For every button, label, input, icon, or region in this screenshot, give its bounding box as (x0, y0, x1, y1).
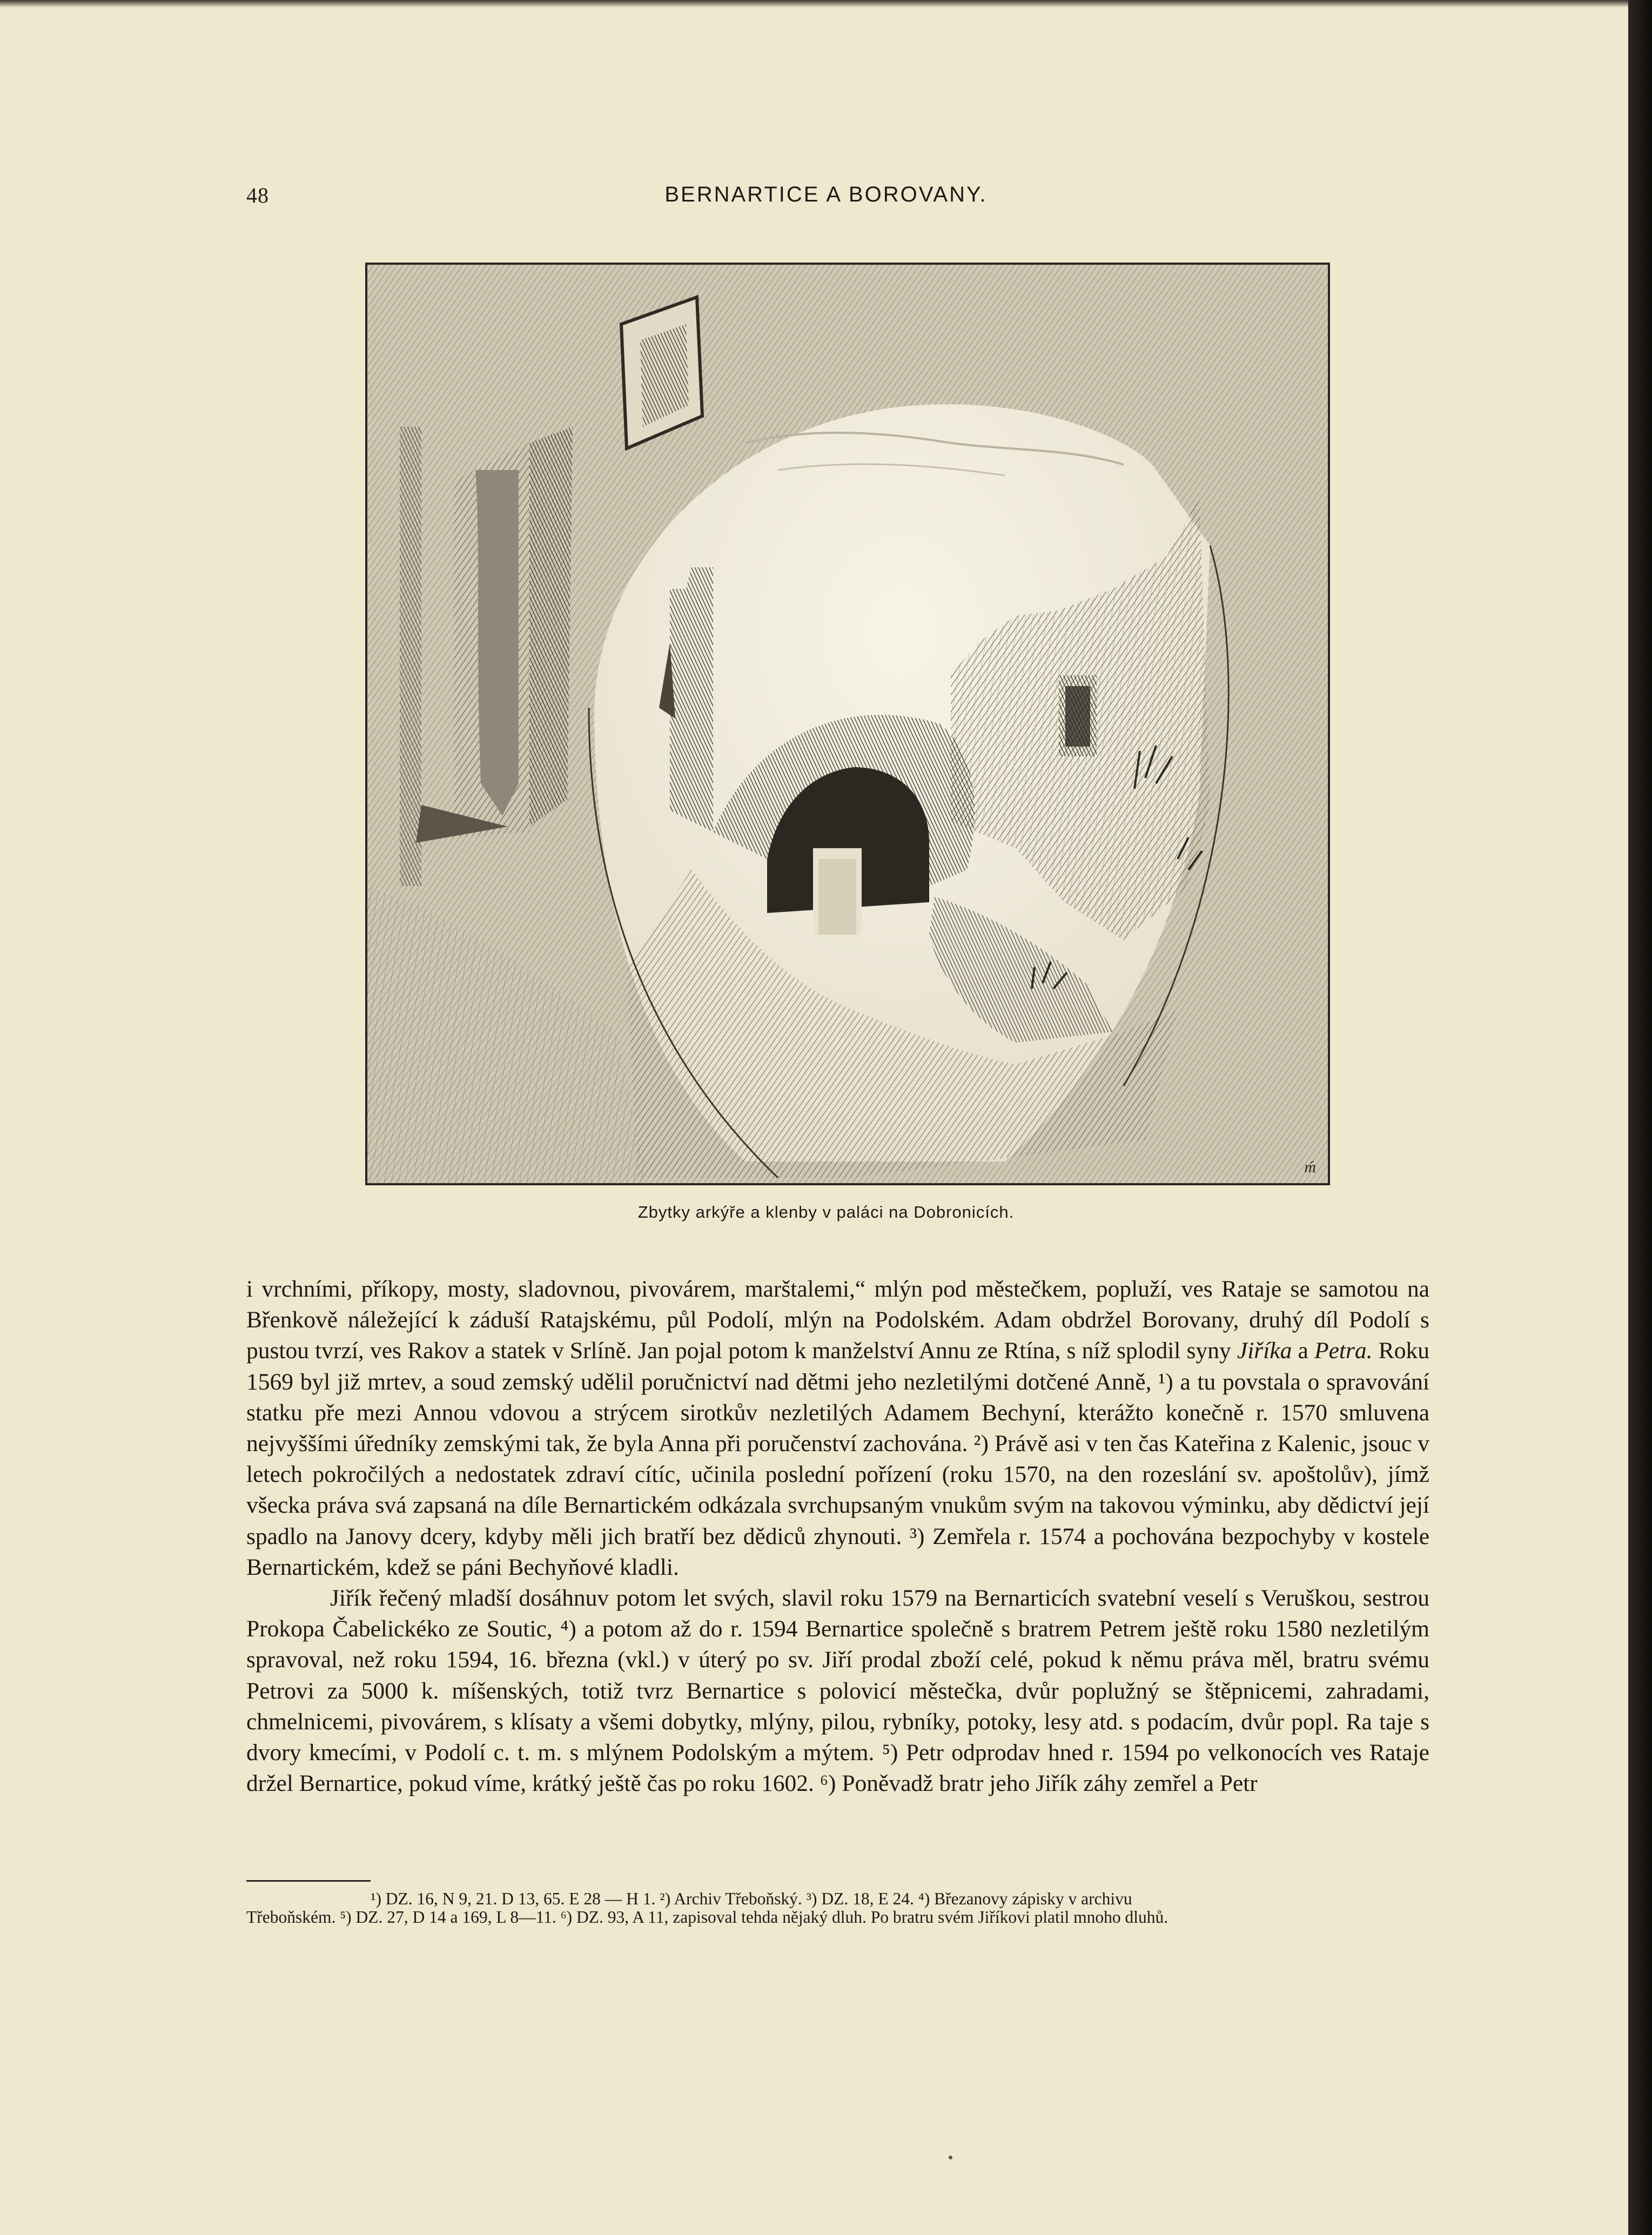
engraving-drawing (367, 265, 1328, 1183)
footnote-line: Třeboňském. ⁵) DZ. 27, D 14 a 169, L 8—11. ⁶) DZ. 93, A 11, zapisoval tehda nějaký dluh. Po bratru svém Jiříkovi platil mnoho dluhů. (246, 1908, 1169, 1927)
page-binding-edge (1628, 0, 1652, 2235)
running-title: BERNARTICE A BOROVANY. (664, 183, 988, 206)
engraver-signature: ḿ (1304, 1158, 1316, 1176)
paragraph: Jiřík řečený mladší dosáhnuv potom let svých, slavil roku 1579 na Bernarticích svatební veselí s Veruškou, sestrou Prokopa Čabelickéko ze Soutic, ⁴) a potom až do r. 1594 Bernartice společně s bratrem Petrem ještě roku 1580 nezletilým spravoval, než roku 1594, 16. března (vkl.) v úterý po sv. Jiří prodal zboží celé, pokud k němu práva měl, bratru svému Petrovi za 5000 k. míšenských, totiž tvrz Bernartice s polovicí městečka, dvůr poplužný se štěpnicemi, zahradami, chmelnicemi, pivovárem, s klísaty a všemi dobytky, mlýny, pilou, rybníky, potoky, lesy atd. s podacím, dvůr popl. Ra taje s dvory kmecími, v Podolí c. t. m. s mlýnem Podolským a mýtem. ⁵) Petr odprodav hned r. 1594 po velkonocích ves Rataje držel Bernartice, pokud víme, krátký ještě čas po roku 1602. ⁶) Poněvadž bratr jeho Jiřík záhy zemřel a Petr (246, 1585, 1429, 1797)
paragraph (246, 1274, 1429, 1583)
footnote-divider (246, 1880, 371, 1882)
footnote-line: ¹) DZ. 16, N 9, 21. D 13, 65. E 28 — H 1. ²) Archiv Třeboňský. ³) DZ. 18, E 24. ⁴) Březanovy zápisky v archivu (371, 1889, 1132, 1908)
italic-name: Petra. (1314, 1338, 1373, 1364)
paragraph-text: a (1292, 1338, 1315, 1364)
italic-name: Jiříka (1237, 1338, 1292, 1364)
page-top-shadow (0, 0, 1652, 8)
body-text (246, 1274, 1429, 1799)
paragraph-text: Roku 1569 byl již mrtev, a soud zemský udělil poručnictví nad dětmi jeho nezletilými dotčené Anně, ¹) a tu povstala o spravování statku pře mezi Annou vdovou a strýcem sirotkův nezletilých Adamem Bechyní, kterážto konečně r. 1570 smluvena nejvyššími úředníky zemskými tak, že byla Anna při poručenství zachována. ²) Právě asi v ten čas Kateřina z Kalenic, jsouc v letech pokročilých a nedostatek zdraví cítíc, učinila poslední pořízení (roku 1570, na den rozeslání sv. apoštolův), jímž všecka práva svá zapsaná na díle Bernartickém odkázala svrchupsaným vnukům svým na takovou výminku, aby dědictví její spadlo na Janovy dcery, kdyby měli jich bratří bez dědiců zhynouti. ³) Zemřela r. 1574 a pochována bezpochyby v kostele Bernartickém, kdež se páni Bechyňové kladli. (246, 1338, 1429, 1580)
page-number: 48 (246, 183, 269, 207)
footnotes (246, 1890, 1429, 1927)
ruins-engraving (365, 263, 1330, 1185)
figure-caption: Zbytky arkýře a klenby v paláci na Dobronicích. (637, 1203, 1015, 1221)
page-speck (949, 2156, 952, 2159)
paragraph-text: i vrchními, příkopy, mosty, sladovnou, pivovárem, marštalemi,“ mlýn pod městečkem, popluží, ves Rataje se samotou na Břenkově náležející k záduší Ratajskému, půl Podolí, mlýn na Podolském. Adam obdržel Borovany, druhý díl Podolí s pustou tvrzí, ves Rakov a statek v Srlíně. Jan pojal potom k manželství Annu ze Rtína, s níž splodil syny (246, 1276, 1429, 1364)
